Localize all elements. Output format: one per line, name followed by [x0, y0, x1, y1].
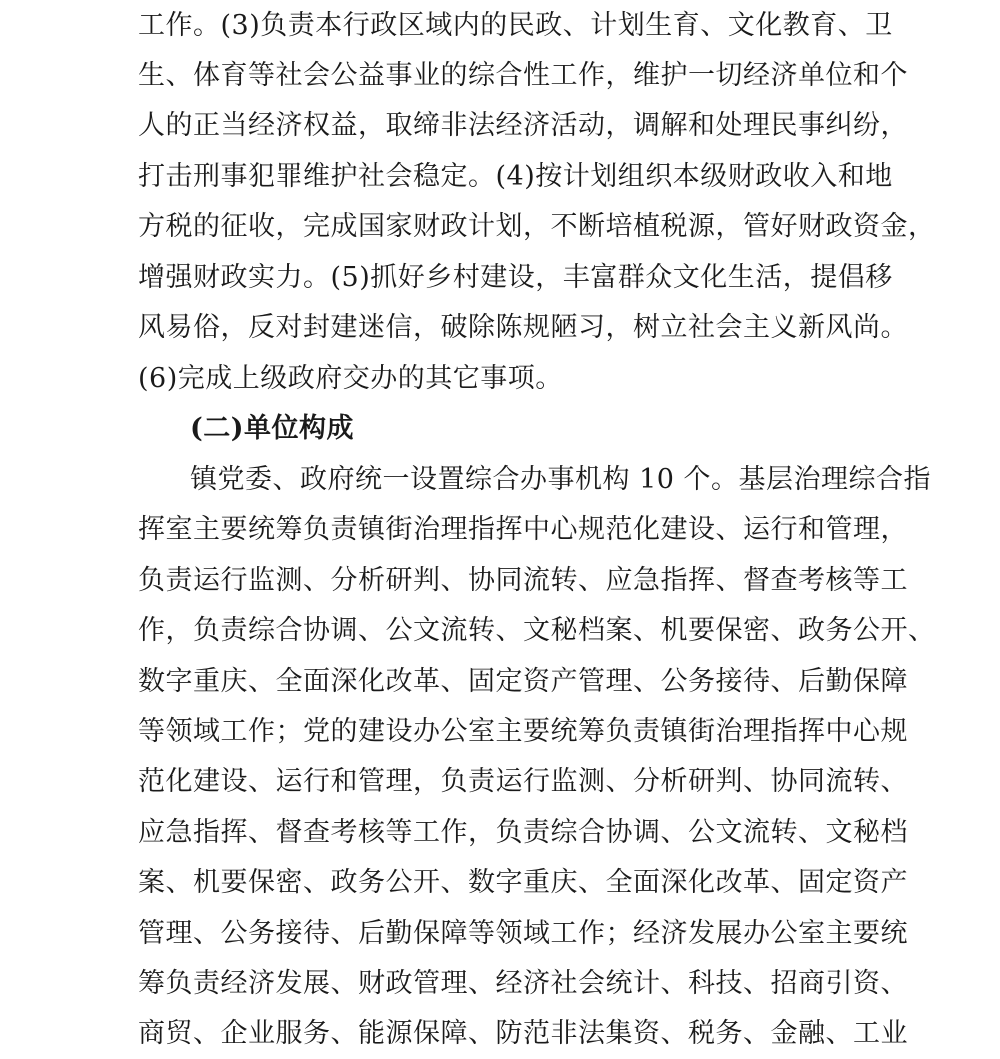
- paragraph-line: 人的正当经济权益，取缔非法经济活动，调解和处理民事纠纷，: [138, 110, 908, 141]
- paragraph-line: 范化建设、运行和管理，负责运行监测、分析研判、协同流转、: [138, 766, 908, 797]
- paragraph-line: 挥室主要统筹负责镇街治理指挥中心规范化建设、运行和管理，: [138, 514, 908, 545]
- paragraph-line: 负责运行监测、分析研判、协同流转、应急指挥、督查考核等工: [138, 565, 908, 596]
- paragraph-line: 打击刑事犯罪维护社会稳定。(4)按计划组织本级财政收入和地: [138, 161, 893, 192]
- section-heading: (二)单位构成: [190, 413, 355, 444]
- paragraph-line: 等领域工作；党的建设办公室主要统筹负责镇街治理指挥中心规: [138, 716, 908, 747]
- paragraph-line: 数字重庆、全面深化改革、固定资产管理、公务接待、后勤保障: [138, 666, 908, 697]
- paragraph-line: 镇党委、政府统一设置综合办事机构 10 个。基层治理综合指: [190, 464, 932, 495]
- paragraph-line: 增强财政实力。(5)抓好乡村建设，丰富群众文化生活，提倡移: [138, 262, 893, 293]
- paragraph-line: 应急指挥、督查考核等工作，负责综合协调、公文流转、文秘档: [138, 817, 908, 848]
- paragraph-line: 作，负责综合协调、公文流转、文秘档案、机要保密、政务公开、: [138, 615, 936, 646]
- paragraph-line: 风易俗，反对封建迷信，破除陈规陋习，树立社会主义新风尚。: [138, 312, 908, 343]
- paragraph-line: 生、体育等社会公益事业的综合性工作，维护一切经济单位和个: [138, 60, 908, 91]
- paragraph-line: 案、机要保密、政务公开、数字重庆、全面深化改革、固定资产: [138, 867, 908, 898]
- paragraph-line: 方税的征收，完成国家财政计划，不断培植税源，管好财政资金，: [138, 211, 936, 242]
- paragraph-line: 筹负责经济发展、财政管理、经济社会统计、科技、招商引资、: [138, 968, 908, 999]
- paragraph-line: 工作。(3)负责本行政区域内的民政、计划生育、文化教育、卫: [138, 10, 893, 41]
- paragraph-line: 商贸、企业服务、能源保障、防范非法集资、税务、金融、工业: [138, 1018, 908, 1049]
- paragraph-line: (6)完成上级政府交办的其它事项。: [138, 363, 563, 394]
- paragraph-line: 管理、公务接待、后勤保障等领域工作；经济发展办公室主要统: [138, 918, 908, 949]
